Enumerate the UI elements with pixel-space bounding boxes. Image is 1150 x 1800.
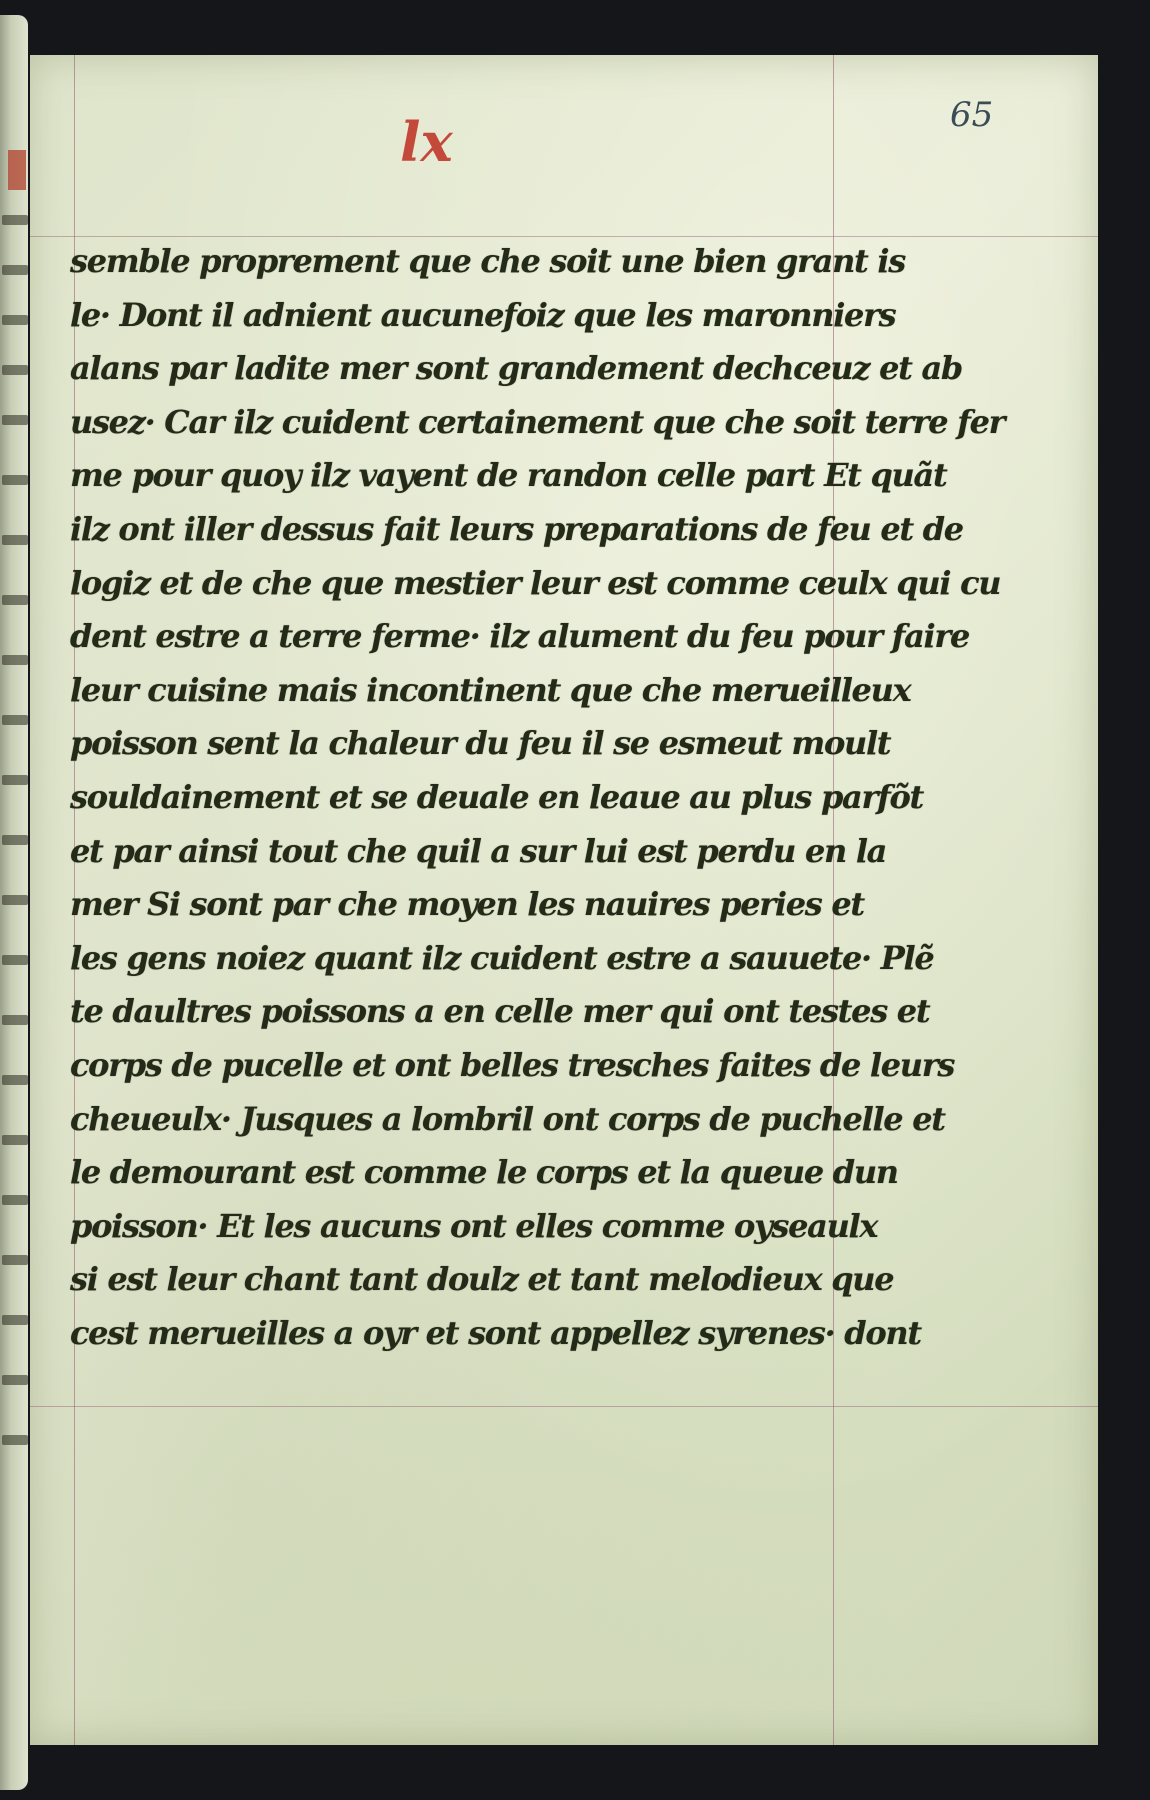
adjacent-page-text: [2, 475, 28, 485]
adjacent-page-text: [2, 1375, 28, 1385]
adjacent-page-text: [2, 1255, 28, 1265]
adjacent-page-text: [2, 1075, 28, 1085]
adjacent-page-rubric: [8, 150, 26, 190]
text-line: dent estre a terre ferme· ilz alument du feu pour faire: [70, 617, 970, 656]
adjacent-page-text: [2, 955, 28, 965]
adjacent-page-text: [2, 535, 28, 545]
text-line: poisson sent la chaleur du feu il se esmeut moult: [70, 724, 891, 763]
text-line: le demourant est comme le corps et la queue dun: [70, 1153, 898, 1192]
adjacent-page-text: [2, 1435, 28, 1445]
text-line: alans par ladite mer sont grandement dechceuz et ab: [70, 349, 962, 388]
folio-number: 65: [950, 95, 994, 135]
text-block: [70, 235, 1005, 1360]
text-line: usez· Car ilz cuident certainement que che soit terre fer: [70, 402, 1005, 441]
text-line: mer Si sont par che moyen les nauires peries et: [70, 885, 864, 924]
adjacent-page-text: [2, 415, 28, 425]
text-line: souldainement et se deuale en leaue au plus parfõt: [70, 777, 924, 816]
text-line: me pour quoy ilz vayent de randon celle part Et quãt: [70, 456, 947, 495]
text-line: logiz et de che que mestier leur est comme ceulx qui cu: [70, 563, 1001, 602]
adjacent-page-text: [2, 655, 28, 665]
text-line: ilz ont iller dessus fait leurs preparations de feu et de: [70, 509, 963, 548]
text-line: semble proprement que che soit une bien grant is: [70, 242, 905, 280]
text-line: et par ainsi tout che quil a sur lui est perdu en la: [70, 831, 887, 870]
adjacent-page-text: [2, 215, 28, 225]
text-line: si est leur chant tant doulz et tant melodieux que: [70, 1260, 894, 1299]
running-heading: lx: [400, 110, 453, 174]
adjacent-page-text: [2, 775, 28, 785]
manuscript-folio: [30, 55, 1098, 1745]
text-line: les gens noiez quant ilz cuident estre a sauuete· Plẽ: [70, 938, 934, 977]
adjacent-page-text: [2, 1015, 28, 1025]
adjacent-page-text: [2, 265, 28, 275]
adjacent-page-text: [2, 895, 28, 905]
text-line: le· Dont il adnient aucunefoiz que les maronniers: [70, 295, 896, 334]
adjacent-page-text: [2, 595, 28, 605]
adjacent-page-text: [2, 1195, 28, 1205]
adjacent-page-text: [2, 1135, 28, 1145]
adjacent-page-text: [2, 365, 28, 375]
ruling-bottom-line: [30, 1406, 1098, 1407]
text-line: cest merueilles a oyr et sont appellez syrenes· dont: [70, 1313, 921, 1352]
adjacent-page-text: [2, 315, 28, 325]
text-line: leur cuisine mais incontinent que che merueilleux: [70, 670, 911, 709]
text-line: corps de pucelle et ont belles tresches faites de leurs: [70, 1045, 955, 1084]
text-line: cheueulx· Jusques a lombril ont corps de puchelle et: [70, 1099, 945, 1138]
adjacent-page-text: [2, 715, 28, 725]
text-line: poisson· Et les aucuns ont elles comme oyseaulx: [70, 1206, 878, 1245]
adjacent-page-text: [2, 1315, 28, 1325]
adjacent-page-text: [2, 835, 28, 845]
adjacent-page-edge: [0, 15, 28, 1790]
text-line: te daultres poissons a en celle mer qui ont testes et: [70, 992, 930, 1031]
